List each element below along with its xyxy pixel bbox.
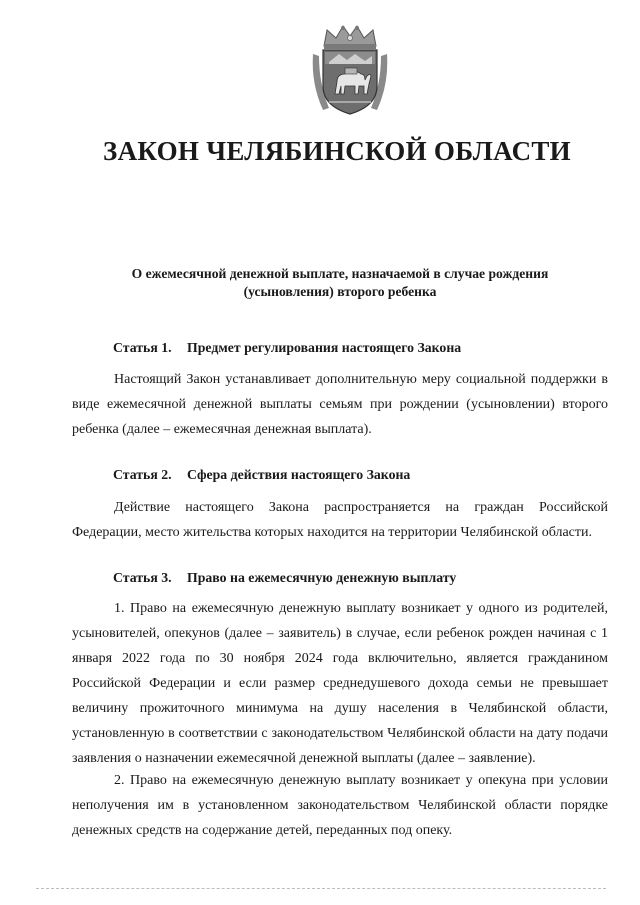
article-3-paragraph-2: 2. Право на ежемесячную денежную выплату возникает у опекуна при условии неполучения им в установленном законодательством Челябинской области порядке денежных средств на содержание детей, переданных под опеку.	[72, 773, 608, 838]
law-subject	[80, 265, 600, 301]
article-1-paragraph-1: Настоящий Закон устанавливает дополнительную меру социальной поддержки в виде ежемесячной денежной выплаты семьям при рождении (усыновлении) второго ребенка (далее – ежемесячная денежная выплата).	[72, 372, 608, 437]
law-subject-line-2: (усыновления) второго ребенка	[243, 284, 437, 299]
scan-edge-divider	[36, 888, 606, 889]
article-3-number: Статья 3.	[113, 570, 172, 585]
article-2-paragraph-1: Действие настоящего Закона распространяется на граждан Российской Федерации, место жительства которых находится на территории Челябинской области.	[72, 500, 608, 540]
article-2-number: Статья 2.	[113, 467, 172, 482]
article-3-heading	[113, 570, 456, 586]
article-2-heading	[113, 467, 410, 483]
law-subject-line-1: О ежемесячной денежной выплате, назначаемой в случае рождения	[131, 266, 549, 281]
article-1-title: Предмет регулирования настоящего Закона	[187, 340, 462, 355]
article-1-heading	[113, 340, 461, 356]
article-3-title: Право на ежемесячную денежную выплату	[187, 570, 457, 585]
law-title: ЗАКОН ЧЕЛЯБИНСКОЙ ОБЛАСТИ	[103, 136, 571, 166]
article-1-number: Статья 1.	[113, 340, 172, 355]
article-2-title: Сфера действия настоящего Закона	[187, 467, 411, 482]
chelyabinsk-coat-of-arms-emblem	[309, 24, 391, 116]
article-3-paragraph-1: 1. Право на ежемесячную денежную выплату возникает у одного из родителей, усыновителей, опекунов (далее – заявитель) в случае, если ребенок рожден начиная с 1 января 2022 года по 30 ноября 2024 года включительно, является гражданином Российской Федерации и если размер среднедушевого дохода семьи не превышает величину прожиточного минимума на душу населения в Челябинской области, установленную в соответствии с законодательством Челябинской области на дату подачи заявления о назначении ежемесячной денежной выплаты (далее – заявление).	[72, 601, 608, 766]
